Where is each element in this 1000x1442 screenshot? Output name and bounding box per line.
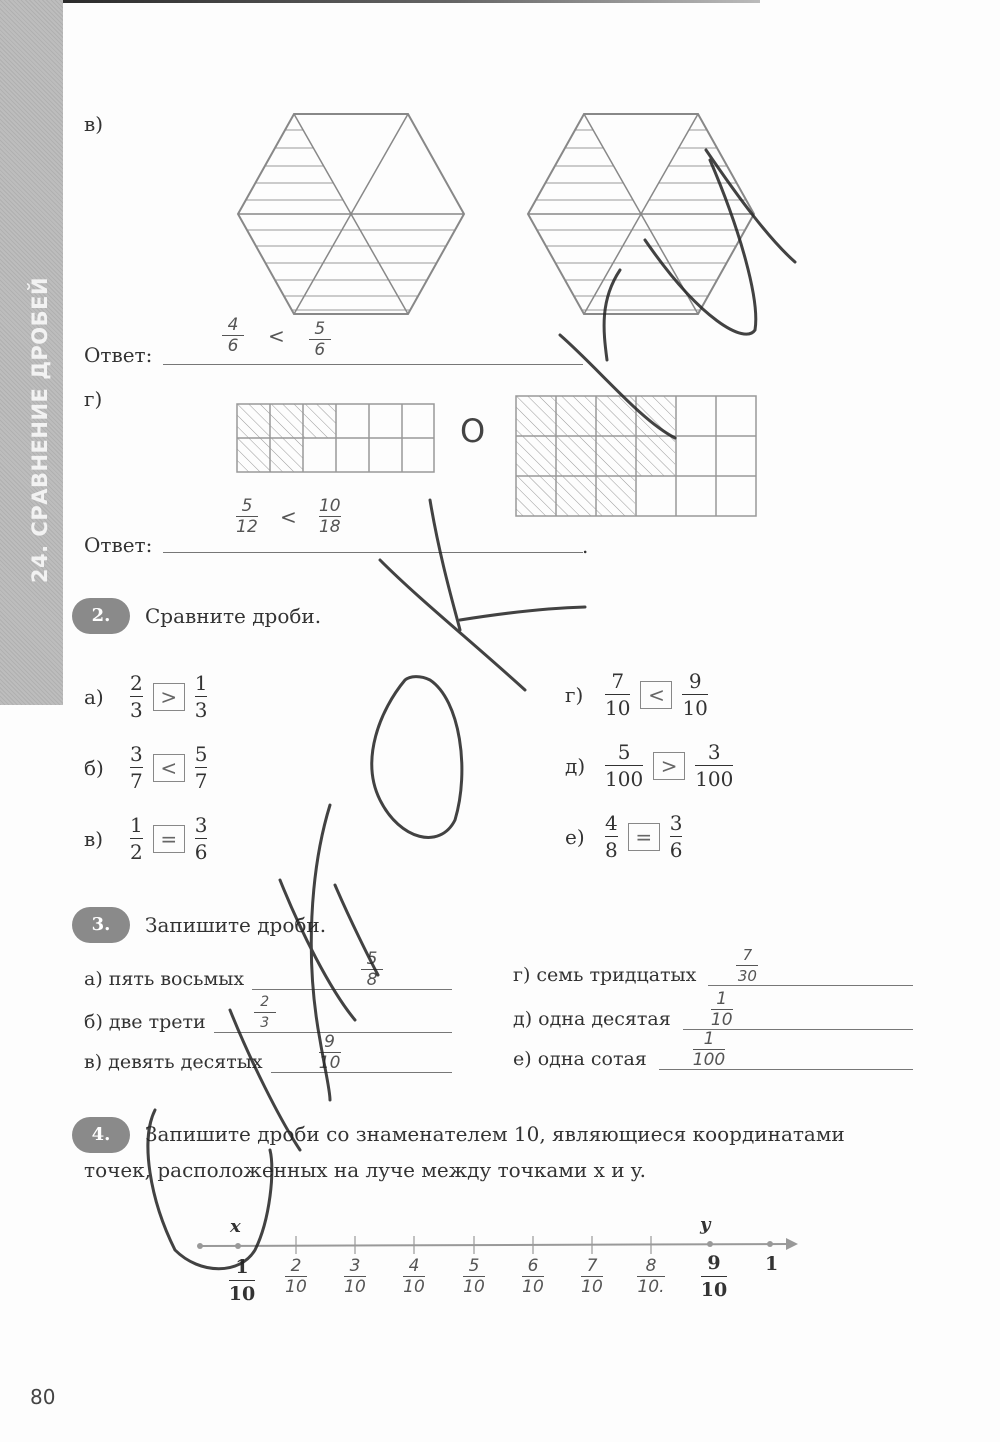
compare-answer-box[interactable]: = xyxy=(628,823,660,851)
ray-label-1-10: $\frac{1}{10}$ xyxy=(228,1256,256,1305)
compare-answer-box[interactable]: > xyxy=(653,752,685,780)
ray-handwritten-label: $\frac{8}{10.}$ xyxy=(637,1256,665,1297)
write-answer-field[interactable]: 7 30 xyxy=(708,946,913,986)
write-item: а) пять восьмых 5 8 xyxy=(84,950,452,990)
hexagon-figure-left xyxy=(230,108,470,320)
handwritten-answer-g: 5 12 < 10 18 xyxy=(236,496,341,537)
compare-answer-box[interactable]: < xyxy=(153,754,185,782)
part-v-letter: в) xyxy=(84,112,104,136)
grid-figure-right xyxy=(515,395,759,519)
ray-handwritten-label: $\frac{4}{10}$ xyxy=(403,1256,425,1297)
ray-handwritten-label: $\frac{3}{10}$ xyxy=(344,1256,366,1297)
compare-item: б) $\frac{3}{7}$ < $\frac{5}{7}$ xyxy=(84,742,208,793)
hexagon-figure-right xyxy=(520,108,760,320)
task-number-badge-4: 4. xyxy=(72,1117,130,1153)
write-answer-field[interactable]: 9 10 xyxy=(271,1033,452,1073)
ray-handwritten-label: $\frac{6}{10}$ xyxy=(522,1256,544,1297)
task-3-title: Запишите дроби. xyxy=(145,913,327,937)
write-item: в) девять десятых 9 10 xyxy=(84,1033,452,1073)
answer-label-v: Ответ: xyxy=(84,343,153,367)
compare-answer-box[interactable]: < xyxy=(640,681,672,709)
write-item: б) две трети 2 3 xyxy=(84,993,452,1033)
compare-list-right xyxy=(565,670,733,861)
ray-handwritten-label: $\frac{5}{10}$ xyxy=(463,1256,485,1297)
ray-label-1: 1 xyxy=(765,1253,779,1275)
answer-line-g xyxy=(163,552,583,553)
task-number-badge-3: 3. xyxy=(72,907,130,943)
task-number-badge-2: 2. xyxy=(72,598,130,634)
handwritten-answer-v: 4 6 < 5 6 xyxy=(222,312,331,359)
scan-edge xyxy=(0,0,760,3)
point-x-label: x xyxy=(230,1216,241,1237)
compare-answer-box[interactable]: > xyxy=(153,683,185,711)
compare-list-left xyxy=(84,672,207,863)
compare-item: г) $\frac{7}{10}$ < $\frac{9}{10}$ xyxy=(565,669,708,720)
part-g-letter: г) xyxy=(84,387,103,411)
write-answer-field[interactable]: 1 10 xyxy=(683,990,913,1030)
grid-figure-left xyxy=(236,403,436,475)
write-item: г) семь тридцатых 7 30 xyxy=(513,946,913,986)
answer-line-v xyxy=(163,364,583,365)
task-4-title-line2: точек, расположенных на луче между точками x и y. xyxy=(84,1158,646,1182)
task-4-title-line1: Запишите дроби со знаменателем 10, являющиеся координатами xyxy=(145,1122,845,1146)
ray-label-9-10: $\frac{9}{10}$ xyxy=(700,1252,728,1301)
page-number: 80 xyxy=(30,1385,56,1409)
point-y-label: y xyxy=(700,1214,711,1235)
compare-symbol: O xyxy=(460,412,486,450)
write-answer-field[interactable]: 2 3 xyxy=(214,993,452,1033)
write-answer-field[interactable]: 1 100 xyxy=(659,1030,913,1070)
compare-item: а) $\frac{2}{3}$ > $\frac{1}{3}$ xyxy=(84,671,208,722)
section-title: 24. СРАВНЕНИЕ ДРОБЕЙ xyxy=(28,276,52,584)
answer-label-g: Ответ: xyxy=(84,533,153,557)
ray-handwritten-label: $\frac{7}{10}$ xyxy=(581,1256,603,1297)
compare-item: д) $\frac{5}{100}$ > $\frac{3}{100}$ xyxy=(565,740,734,791)
write-answer-field[interactable]: 5 8 xyxy=(252,950,452,990)
compare-answer-box[interactable]: = xyxy=(153,825,185,853)
ray-handwritten-label: $\frac{2}{10}$ xyxy=(285,1256,307,1297)
compare-item: е) $\frac{4}{8}$ = $\frac{3}{6}$ xyxy=(565,811,683,862)
task-2-title: Сравните дроби. xyxy=(145,604,322,628)
compare-item: в) $\frac{1}{2}$ = $\frac{3}{6}$ xyxy=(84,813,208,864)
answer-dot: . xyxy=(582,534,589,558)
write-item: д) одна десятая 1 10 xyxy=(513,990,913,1030)
write-item: е) одна сотая 1 100 xyxy=(513,1030,913,1070)
